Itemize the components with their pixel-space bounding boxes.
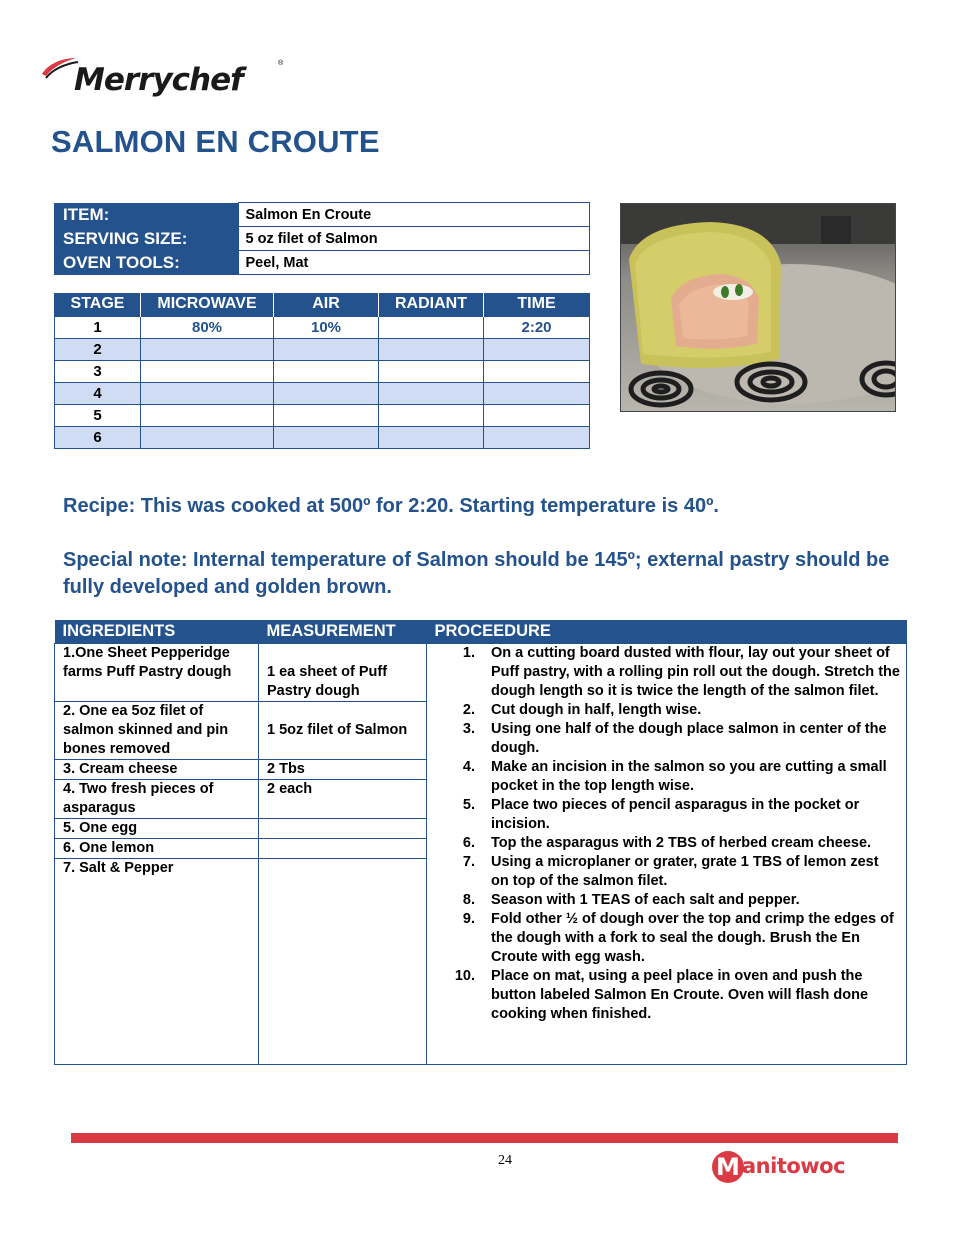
ingredient-measurement: 2 Tbs [259, 759, 427, 779]
step-number: 7. [462, 853, 475, 870]
stage-number: 5 [55, 404, 141, 426]
microwave-value [141, 360, 274, 382]
microwave-value: 80% [141, 316, 274, 338]
time-header: TIME [484, 293, 590, 316]
procedure-step [427, 853, 900, 891]
step-text: Place two pieces of pencil asparagus in the pocket or incision. [491, 796, 860, 832]
serving-size-row [54, 227, 590, 251]
step-text: Using one half of the dough place salmon in center of the dough. [491, 720, 887, 756]
stage-number: 2 [55, 338, 141, 360]
page-number: 24 [498, 1153, 512, 1168]
microwave-header: MICROWAVE [141, 293, 274, 316]
stage-settings-table [54, 293, 590, 449]
step-number: 3. [462, 720, 475, 737]
procedure-step [427, 644, 900, 701]
procedure-step [427, 720, 900, 758]
item-row [54, 203, 590, 227]
air-value [274, 338, 379, 360]
stage-row [55, 426, 590, 448]
step-number: 4. [462, 758, 475, 775]
procedure-list [427, 644, 900, 1024]
ingredient-measurement: 1 5oz filet of Salmon [259, 701, 427, 759]
ingredient-name: 6. One lemon [55, 838, 259, 858]
logo-wordmark: Merrychef [74, 62, 243, 98]
microwave-value [141, 404, 274, 426]
recipe-title: SALMON EN CROUTE [51, 124, 380, 159]
radiant-value [379, 382, 484, 404]
procedure-step [427, 701, 900, 720]
time-value [484, 382, 590, 404]
step-text: Top the asparagus with 2 TBS of herbed cream cheese. [491, 834, 872, 851]
ingredient-measurement [259, 858, 427, 1064]
stage-row [55, 316, 590, 338]
time-value [484, 360, 590, 382]
radiant-value [379, 360, 484, 382]
ingredient-name: 4. Two fresh pieces of asparagus [55, 779, 259, 818]
step-number: 1. [462, 644, 475, 661]
air-value [274, 360, 379, 382]
ingredients-procedure-table [54, 620, 907, 1065]
stage-row [55, 360, 590, 382]
ingredients-header: INGREDIENTS [55, 620, 259, 643]
step-text: Using a microplaner or grater, grate 1 TBS of lemon zest on top of the salmon filet. [491, 853, 879, 889]
ingredient-name: 1.One Sheet Pepperidge farms Puff Pastry dough [55, 643, 259, 701]
manitowoc-wordmark: anitowoc [742, 1154, 846, 1178]
ingredient-row [55, 643, 907, 701]
stage-number: 4 [55, 382, 141, 404]
microwave-value [141, 382, 274, 404]
procedure-step [427, 910, 900, 967]
step-number: 8. [462, 891, 475, 908]
stage-header-row [55, 293, 590, 316]
air-value: 10% [274, 316, 379, 338]
step-text: Fold other ½ of dough over the top and crimp the edges of the dough with a fork to seal the dough. Brush the En Croute with egg wash. [491, 910, 894, 965]
step-number: 10. [454, 967, 475, 984]
time-value [484, 338, 590, 360]
microwave-value [141, 338, 274, 360]
radiant-value [379, 338, 484, 360]
stage-header: STAGE [55, 293, 141, 316]
procedure-header: PROCEEDURE [427, 620, 907, 643]
ingredient-measurement: 2 each [259, 779, 427, 818]
step-text: Cut dough in half, length wise. [491, 701, 702, 718]
radiant-value [379, 426, 484, 448]
ingredient-name: 2. One ea 5oz filet of salmon skinned and pin bones removed [55, 701, 259, 759]
radiant-value [379, 316, 484, 338]
recipe-cooking-info: Recipe: This was cooked at 500º for 2:20. Starting temperature is 40º. [63, 495, 719, 517]
stage-number: 1 [55, 316, 141, 338]
air-value [274, 426, 379, 448]
radiant-value [379, 404, 484, 426]
oven-tools-value: Peel, Mat [238, 251, 590, 275]
step-number: 5. [462, 796, 475, 813]
stage-row [55, 404, 590, 426]
serving-size-label: SERVING SIZE: [54, 227, 238, 251]
ingredient-measurement [259, 818, 427, 838]
step-text: Place on mat, using a peel place in oven and push the button labeled Salmon En Croute. Oven will flash done cooking when finished. [491, 967, 869, 1022]
procedure-step [427, 967, 900, 1024]
air-header: AIR [274, 293, 379, 316]
step-number: 9. [462, 910, 475, 927]
radiant-header: RADIANT [379, 293, 484, 316]
procedure-step [427, 796, 900, 834]
item-value: Salmon En Croute [238, 203, 590, 227]
oven-tools-label: OVEN TOOLS: [54, 251, 238, 275]
air-value [274, 404, 379, 426]
air-value [274, 382, 379, 404]
footer-divider [71, 1133, 898, 1143]
ingredient-measurement [259, 838, 427, 858]
item-label: ITEM: [54, 203, 238, 227]
manitowoc-m-icon: M [712, 1151, 744, 1183]
stage-number: 3 [55, 360, 141, 382]
ingredients-header-row [55, 620, 907, 643]
item-info-table [54, 202, 590, 275]
ingredient-name: 5. One egg [55, 818, 259, 838]
ingredient-name: 7. Salt & Pepper [55, 858, 259, 1064]
measurement-header: MEASUREMENT [259, 620, 427, 643]
salmon-en-croute-photo [620, 203, 896, 412]
stage-row [55, 338, 590, 360]
time-value [484, 404, 590, 426]
time-value [484, 426, 590, 448]
time-value: 2:20 [484, 316, 590, 338]
merrychef-logo [40, 52, 284, 108]
step-text: On a cutting board dusted with flour, lay out your sheet of Puff pastry, with a rolling pin roll out the dough. Stretch the dough length so it is twice the length of the salmon filet. [491, 644, 900, 699]
oven-tools-row [54, 251, 590, 275]
stage-number: 6 [55, 426, 141, 448]
serving-size-value: 5 oz filet of Salmon [238, 227, 590, 251]
step-text: Make an incision in the salmon so you are cutting a small pocket in the top length wise. [491, 758, 887, 794]
microwave-value [141, 426, 274, 448]
step-number: 2. [462, 701, 475, 718]
procedure-steps [427, 643, 907, 1064]
procedure-step [427, 758, 900, 796]
ingredient-measurement: 1 ea sheet of Puff Pastry dough [259, 643, 427, 701]
procedure-step [427, 834, 900, 853]
procedure-step [427, 891, 900, 910]
step-number: 6. [462, 834, 475, 851]
special-note: Special note: Internal temperature of Salmon should be 145º; external pastry should be fully developed and golden brown. [63, 549, 890, 598]
logo-trademark: ® [278, 60, 284, 67]
step-text: Season with 1 TEAS of each salt and pepper. [491, 891, 800, 908]
stage-row [55, 382, 590, 404]
ingredient-name: 3. Cream cheese [55, 759, 259, 779]
manitowoc-logo [712, 1150, 852, 1184]
